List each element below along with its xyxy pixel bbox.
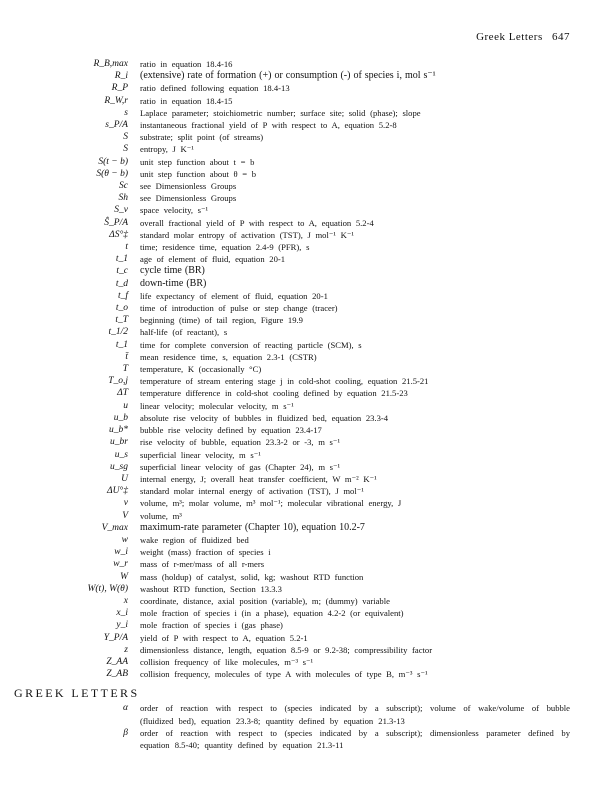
entry-symbol: t_c [116,266,128,277]
entry-symbol: t_1/2 [108,327,128,338]
entry-symbol: Z_AB [106,669,128,680]
entry-definition: yield of P with respect to A, equation 5.2-1 [140,632,308,643]
entry-symbol: W(t), W(θ) [87,583,128,594]
entry-definition: (extensive) rate of formation (+) or consumption (-) of species i, mol s⁻¹ [140,70,436,82]
glossary-entry [0,95,606,107]
glossary-entry [0,632,606,644]
glossary-entry [0,70,606,82]
glossary-entry [0,595,606,607]
glossary-entry [0,168,606,180]
entry-symbol: t_T [115,315,128,326]
entry-symbol: v [123,498,128,509]
entry-definition: time; residence time, equation 2.4-9 (PFR), s [140,242,310,253]
glossary-entry [0,412,606,424]
entry-symbol: U [121,473,128,484]
entry-symbol: T [122,364,128,375]
glossary-entry [0,302,606,314]
glossary-entry [0,619,606,631]
glossary-entry [0,229,606,241]
entry-definition: entropy, J K⁻¹ [140,144,194,155]
glossary-entry [0,265,606,277]
entry-definition: temperature of stream entering stage j in cold-shot cooling, equation 21.5-21 [140,376,429,387]
entry-symbol: S [123,132,128,143]
glossary-entry [0,339,606,351]
glossary-entry [0,375,606,387]
entry-definition: dimensionless distance, length, equation 8.5-9 or 9.2-38; compressibility factor [140,644,433,655]
glossary-entry [0,656,606,668]
entry-symbol: W [120,571,128,582]
entry-definition: ratio in equation 18.4-16 [140,59,233,69]
entry-definition: mole fraction of species i (in a phase), equation 4.2-2 (or equivalent) [140,608,404,619]
entry-symbol: w_i [114,547,128,558]
page-header [476,31,570,43]
glossary-entry [0,180,606,192]
entry-symbol: w [121,534,128,545]
entry-symbol: R_P [111,83,128,94]
glossary-entry [0,217,606,229]
glossary-entry [0,387,606,399]
entry-definition: time of introduction of pulse or step change (tracer) [140,303,338,314]
entry-definition: order of reaction with respect to (species indicated by a subscript); dimensionless parameter defined by equation 8.5-40; quantity defined by equation 21.3-11 [140,727,570,750]
entry-symbol: u_s [114,449,128,460]
entry-symbol: S(t − b) [98,156,128,167]
entry-definition: life expectancy of element of fluid, equation 20-1 [140,290,328,301]
entry-definition: Laplace parameter; stoichiometric number; surface site; solid (phase); slope [140,107,421,118]
entry-definition: space velocity, s⁻¹ [140,205,209,216]
entry-symbol: V_max [101,522,128,533]
glossary-entry [0,58,606,70]
entry-symbol: α [123,703,128,714]
entry-symbol: t_o [115,303,128,314]
glossary-entry [0,424,606,436]
entry-symbol: Z_AA [106,656,128,667]
glossary-entry [0,400,606,412]
entry-symbol: β [123,727,128,738]
glossary-entry [0,449,606,461]
glossary-entry [0,644,606,656]
page-number: 647 [552,31,570,43]
glossary-entry [0,131,606,143]
entry-definition: ratio in equation 18.4-15 [140,95,233,106]
entry-symbol: t_1 [115,254,128,265]
entry-symbol: x_i [116,608,128,619]
entry-definition: absolute rise velocity of bubbles in fluidized bed, equation 23.3-4 [140,412,389,423]
entry-symbol: x [123,595,128,606]
entry-symbol: R_W,r [104,95,128,106]
glossary-entry [0,522,606,534]
entry-definition: ratio defined following equation 18.4-13 [140,83,290,94]
entry-definition: standard molar entropy of activation (TST), J mol⁻¹ K⁻¹ [140,229,354,240]
glossary-entry [0,534,606,546]
glossary-entry [0,485,606,497]
entry-symbol: Ŝ_P/A [104,217,128,228]
entry-definition: coordinate, distance, axial position (variable), m; (dummy) variable [140,595,390,606]
entry-definition: down-time (BR) [140,277,207,289]
entry-symbol: u [123,400,128,411]
entry-symbol: ΔT [117,388,128,399]
entry-definition: order of reaction with respect to (species indicated by a subscript); volume of wake/volume of bubble (fluidized bed), equation 23.3-8; quantity defined by equation 21.3-13 [140,703,570,726]
entry-symbol: ΔU°‡ [107,486,128,497]
entry-definition: time for complete conversion of reacting particle (SCM), s [140,339,362,350]
entry-definition: temperature difference in cold-shot cooling defined by equation 21.5-23 [140,388,408,399]
entry-definition: overall fractional yield of P with respect to A, equation 5.2-4 [140,217,374,228]
entry-definition: half-life (of reactant), s [140,327,228,338]
entry-definition: linear velocity; molecular velocity, m s⁻¹ [140,400,294,411]
entry-definition: age of element of fluid, equation 20-1 [140,254,286,265]
entry-definition: washout RTD function, Section 13.3.3 [140,583,282,594]
entry-definition: internal energy, J; overall heat transfer coefficient, W m⁻² K⁻¹ [140,473,377,484]
entry-symbol: R_B,max [93,59,128,69]
entry-definition: unit step function about t = b [140,156,255,167]
glossary-entry [0,583,606,595]
entry-symbol: t̄ [125,351,128,362]
entry-symbol: Sh [118,193,128,204]
entry-symbol: S [123,144,128,155]
glossary-entry [0,156,606,168]
entry-symbol: u_br [110,437,128,448]
glossary-entry [0,510,606,522]
greek-entry [0,727,606,751]
entry-definition: temperature, K (occasionally °C) [140,364,262,375]
glossary-entry [0,107,606,119]
glossary-entry [0,278,606,290]
entry-symbol: S_v [114,205,128,216]
symbol-list [0,58,606,751]
glossary-entry [0,192,606,204]
entry-definition: volume, m³ [140,510,182,521]
glossary-entry [0,241,606,253]
greek-entry [0,702,606,726]
entry-symbol: Sc [119,181,128,192]
entry-symbol: t_f [117,290,128,301]
entry-definition: wake region of fluidized bed [140,534,249,545]
entry-definition: standard molar internal energy of activation (TST), J mol⁻¹ [140,486,364,497]
entry-symbol: s [124,107,128,118]
glossary-entry [0,326,606,338]
entry-definition: unit step function about θ = b [140,168,257,179]
glossary-entry [0,290,606,302]
entry-definition: weight (mass) fraction of species i [140,547,271,558]
entry-definition: mole fraction of species i (gas phase) [140,620,283,631]
glossary-entry [0,558,606,570]
entry-symbol: u_sg [110,461,128,472]
glossary-entry [0,143,606,155]
entry-symbol: z [124,644,128,655]
entry-definition: see Dimensionless Groups [140,181,237,192]
entry-definition: collision frequency of like molecules, m⁻³ s⁻¹ [140,656,314,667]
entry-symbol: ΔS°‡ [109,229,128,240]
entry-definition: bubble rise velocity defined by equation 23.4-17 [140,425,322,436]
glossary-entry [0,314,606,326]
entry-symbol: y_i [116,620,128,631]
entry-definition: instantaneous fractional yield of P with respect to A, equation 5.2-8 [140,120,397,131]
entry-definition: volume, m³; molar volume, m³ mol⁻¹; molecular vibrational energy, J [140,498,402,509]
entry-definition: cycle time (BR) [140,265,205,277]
entry-symbol: S(θ − b) [96,168,128,179]
entry-symbol: Y_P/A [103,632,128,643]
glossary-entry [0,497,606,509]
glossary-entry [0,607,606,619]
entry-definition: mean residence time, s, equation 2.3-1 (CSTR) [140,351,317,362]
entry-definition: see Dimensionless Groups [140,193,237,204]
entry-definition: mass (holdup) of catalyst, solid, kg; washout RTD function [140,571,364,582]
glossary-entry [0,253,606,265]
entry-definition: substrate; split point (of streams) [140,132,264,143]
entry-symbol: V [122,510,128,521]
glossary-entry [0,436,606,448]
glossary-entry [0,473,606,485]
glossary-entry [0,119,606,131]
glossary-entry [0,204,606,216]
glossary-entry [0,461,606,473]
glossary-entry [0,351,606,363]
entry-definition: collision frequency, molecules of type A with molecules of type B, m⁻³ s⁻¹ [140,669,428,680]
entry-definition: rise velocity of bubble, equation 23.3-2 or -3, m s⁻¹ [140,437,341,448]
entry-symbol: t [125,242,128,253]
entry-definition: superficial linear velocity of gas (Chapter 24), m s⁻¹ [140,461,341,472]
entry-symbol: t_1 [115,339,128,350]
entry-definition: superficial linear velocity, m s⁻¹ [140,449,261,460]
entry-definition: maximum-rate parameter (Chapter 10), equation 10.2-7 [140,521,365,533]
greek-symbol-list [0,702,606,751]
entry-definition: beginning (time) of tail region, Figure 19.9 [140,315,303,326]
entry-definition: mass of r-mer/mass of all r-mers [140,559,265,570]
glossary-entry [0,546,606,558]
running-title: Greek Letters [476,31,543,43]
glossary-entry [0,82,606,94]
entry-symbol: u_b* [109,425,128,436]
entry-symbol: T_o,j [108,376,128,387]
entry-symbol: R_i [114,71,128,82]
glossary-entry [0,571,606,583]
entry-symbol: t_d [115,278,128,289]
glossary-entry [0,363,606,375]
entry-symbol: w_r [113,559,128,570]
glossary-entry [0,668,606,680]
greek-letters-heading: GREEK LETTERS [14,686,140,701]
entry-symbol: u_b [113,412,128,423]
entry-symbol: s_P/A [105,120,128,131]
